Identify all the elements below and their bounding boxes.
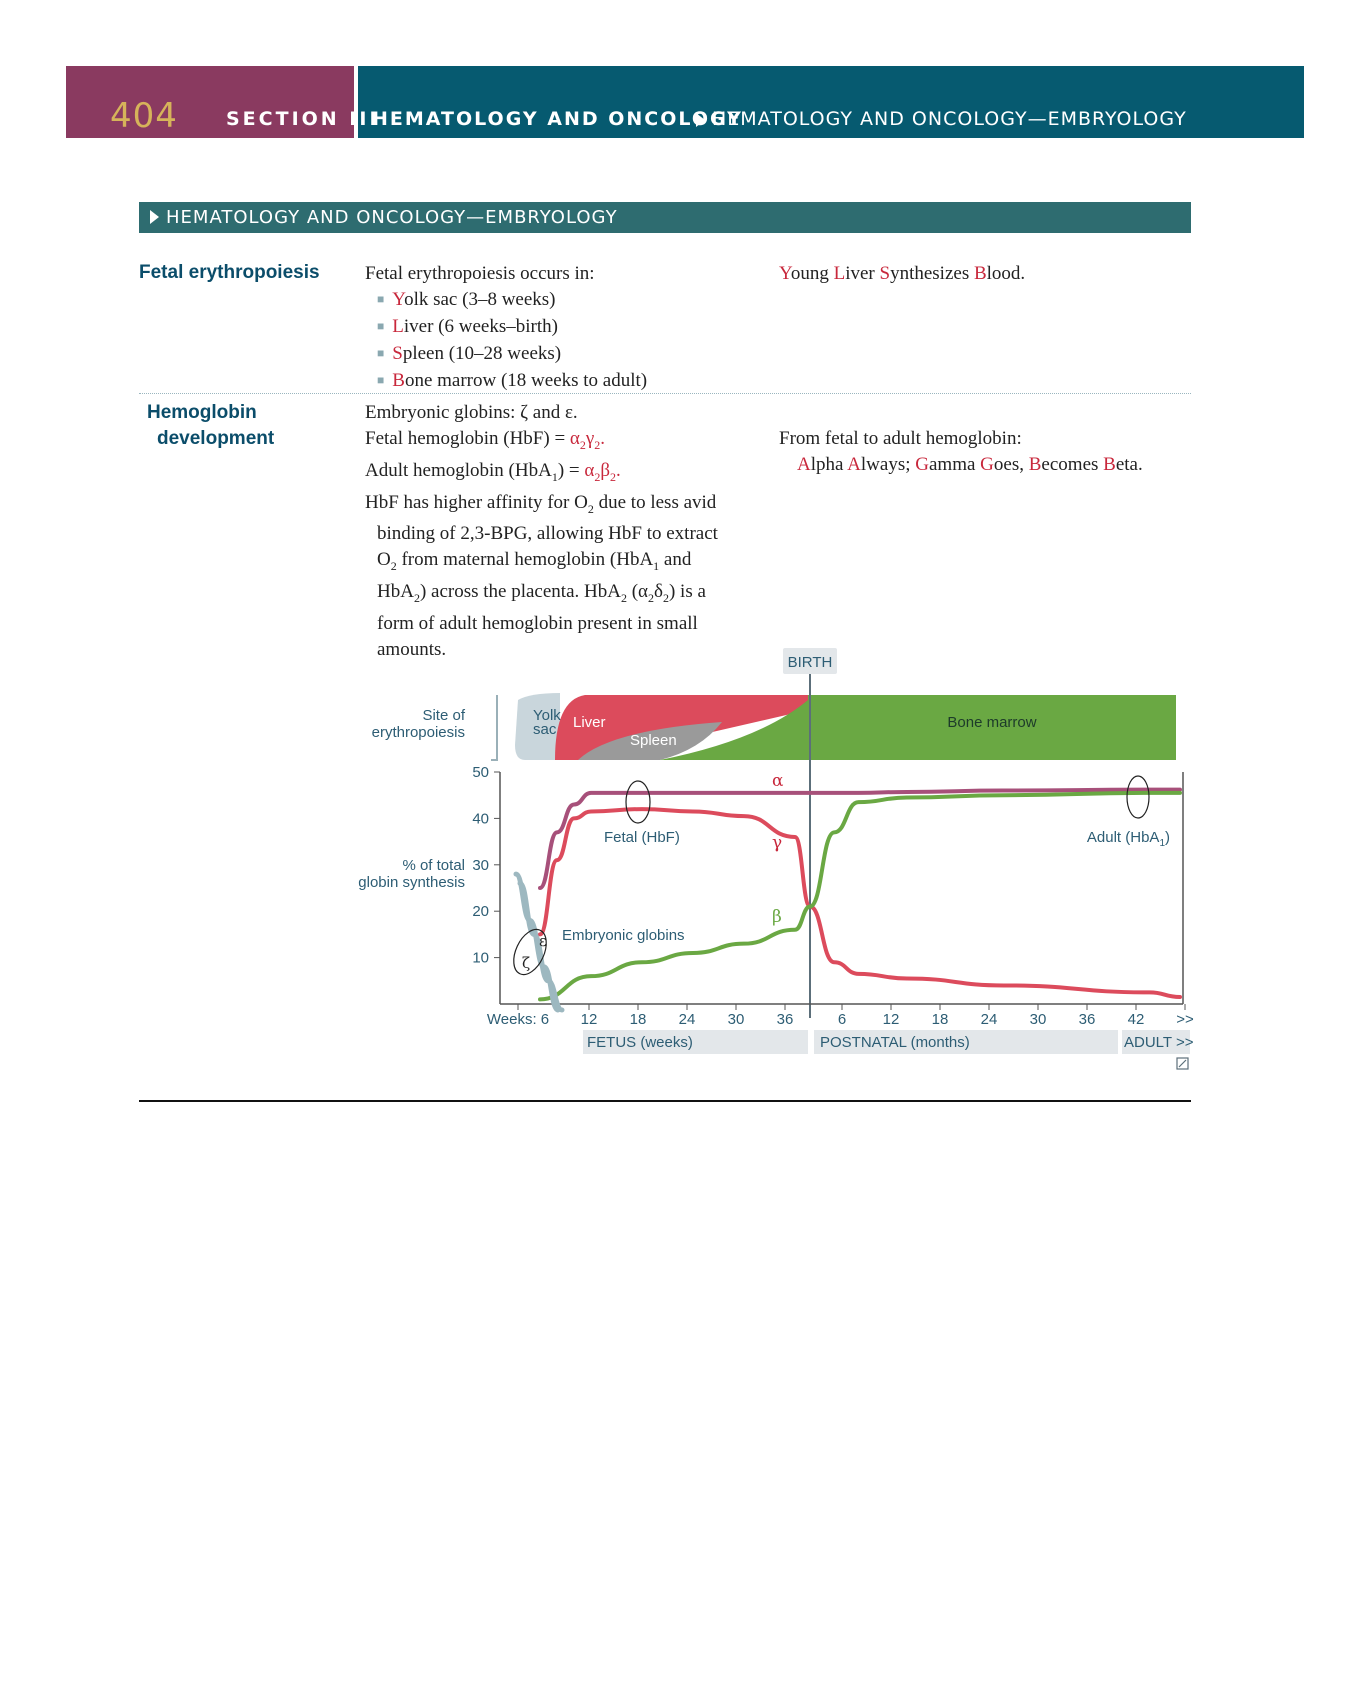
x-tick-label: 24 (980, 1011, 998, 1028)
breadcrumb: HEMATOLOGY AND ONCOLOGY—EMBRYOLOGY (712, 108, 1187, 130)
segment-postnatal-label: POSTNATAL (months) (820, 1034, 970, 1051)
mnemonic-initial: B (973, 263, 987, 284)
site-initial: B (392, 370, 405, 391)
adult-formula: $\alpha_2\beta_2$. (584, 459, 621, 484)
bullet-icon: ■ (377, 292, 385, 306)
affinity-line: form of adult hemoglobin present in small (377, 612, 698, 634)
site-initial: L (392, 316, 404, 337)
mnemonic-text: ecomes (1041, 454, 1104, 475)
mnemonic-text: lood. (986, 263, 1026, 284)
annotation-adult-hba1: Adult (HbA$_1$) (1086, 829, 1170, 849)
x-tick-label: 12 (580, 1011, 598, 1028)
banner-title: HEMATOLOGY AND ONCOLOGY—EMBRYOLOGY (166, 207, 618, 228)
mnemonic-initial: A (847, 454, 861, 475)
bullet-icon: ■ (377, 319, 385, 333)
series-label-alpha: α (772, 771, 784, 791)
topic-fetal-erythropoiesis: Fetal erythropoiesis (139, 262, 320, 283)
adult-hba1-circle (1127, 776, 1149, 818)
topic-line: development (157, 428, 275, 449)
affinity-line: binding of 2,3-BPG, allowing HbF to extract (377, 523, 718, 545)
affinity-line: $O_2$ from maternal hemoglobin (HbA$_1$ and (377, 549, 692, 574)
y-axis-label: % of total globin synthesis (358, 857, 465, 891)
y-tick-label: 20 (472, 903, 489, 921)
site-axis-label: Site of erythropoiesis (371, 707, 465, 741)
mnemonic-text: lpha (810, 454, 848, 475)
series-curves (516, 790, 1180, 1010)
y-tick-label: 30 (472, 856, 489, 874)
x-tick-label: 18 (629, 1011, 647, 1028)
site-text: iver (6 weeks–birth) (403, 316, 558, 337)
affinity-line: HbA$_2$) across the placenta. HbA$_2$ $(\alpha_2\delta_2)$ is a (377, 581, 706, 605)
x-tick-label: 36 (776, 1011, 794, 1028)
series-line-beta (540, 793, 1180, 999)
x-tick-label: 42 (1127, 1011, 1145, 1028)
mnemonic-text: amma (928, 454, 981, 475)
mnemonic-initial: L (833, 263, 846, 284)
mnemonic-initial: S (879, 263, 891, 284)
mnemonic-text: oes, (993, 454, 1029, 475)
adult-label: Adult hemoglobin (HbA$_1$) = (365, 459, 585, 484)
annotation-embryonic-globins: Embryonic globins (562, 927, 685, 944)
page-number: 404 (110, 96, 178, 136)
bullet-icon: ■ (377, 373, 385, 387)
mnemonic-text: ynthesizes (890, 263, 974, 284)
site-band (372, 693, 1176, 760)
y-tick-label: 40 (472, 810, 489, 828)
mnemonic-initial: B (1103, 454, 1116, 475)
x-tick-label: >> (1176, 1011, 1194, 1028)
expand-icon[interactable] (1177, 1058, 1188, 1069)
site-label-yolk-sac: Yolk sac (533, 707, 561, 738)
embryonic-globins-text: Embryonic globins: ζ and ε. (365, 402, 578, 423)
y-tick-label: 10 (472, 949, 489, 967)
affinity-line: amounts. (377, 638, 447, 660)
mnemonic-text: iver (845, 263, 880, 284)
birth-label: BIRTH (787, 654, 833, 671)
x-tick-label: 24 (678, 1011, 696, 1028)
y-ticks (472, 764, 500, 967)
section-label: SECTION III (226, 108, 380, 130)
mnemonic-intro: From fetal to adult hemoglobin: (779, 428, 1022, 449)
mnemonic-initial: G (915, 454, 929, 475)
bullet-icon: ■ (377, 346, 385, 360)
x-tick-label: 30 (727, 1011, 745, 1028)
section-title: HEMATOLOGY AND ONCOLOGY (372, 108, 743, 130)
site-text: olk sac (3–8 weeks) (404, 289, 556, 310)
annotation-fetal-hbf: Fetal (HbF) (604, 829, 680, 846)
mnemonic-initial: G (980, 454, 994, 475)
fetal-intro: Fetal erythropoiesis occurs in: (365, 263, 595, 284)
fetal-formula: $\alpha_2\gamma_2$. (569, 428, 606, 452)
mnemonic-text: eta. (1115, 454, 1143, 475)
y-tick-label: 50 (472, 764, 489, 781)
series-label-zeta: ζ (522, 954, 531, 972)
x-tick-label: 36 (1078, 1011, 1096, 1028)
site-label-liver: Liver (573, 714, 606, 731)
series-label-beta: β (772, 907, 782, 927)
site-text: one marrow (18 weeks to adult) (404, 370, 648, 391)
x-tick-label: 18 (931, 1011, 949, 1028)
mnemonic-text: oung (790, 263, 834, 284)
x-tick-label: 30 (1029, 1011, 1047, 1028)
mnemonic-initial: B (1028, 454, 1042, 475)
fetal-hbf-circle (626, 781, 650, 823)
site-initial: S (392, 343, 403, 364)
site-bracket (491, 695, 497, 760)
x-ticks (487, 1004, 1194, 1028)
site-label-bone-marrow: Bone marrow (947, 714, 1037, 731)
series-label-gamma: γ (772, 833, 783, 853)
fetal-label: Fetal hemoglobin (HbF) = (365, 428, 570, 449)
site-initial: Y (392, 289, 405, 310)
segment-adult-label: ADULT >> (1124, 1034, 1194, 1051)
mnemonic-initial: Y (779, 263, 791, 284)
segment-fetus-label: FETUS (weeks) (587, 1034, 693, 1051)
mnemonic-text: lways; (860, 454, 916, 475)
affinity-line: HbF has higher affinity for $O_2$ due to less avid (365, 491, 717, 516)
series-label-epsilon: ε (539, 932, 547, 950)
topic-line: Hemoglobin (147, 402, 257, 423)
bottom-rule (139, 1100, 1191, 1102)
site-text: pleen (10–28 weeks) (402, 343, 562, 364)
x-tick-label: 6 (837, 1011, 847, 1028)
x-tick-label: Weeks: 6 (486, 1011, 550, 1028)
site-label-spleen: Spleen (630, 732, 677, 749)
x-tick-label: 12 (882, 1011, 900, 1028)
mnemonic-initial: A (797, 454, 811, 475)
